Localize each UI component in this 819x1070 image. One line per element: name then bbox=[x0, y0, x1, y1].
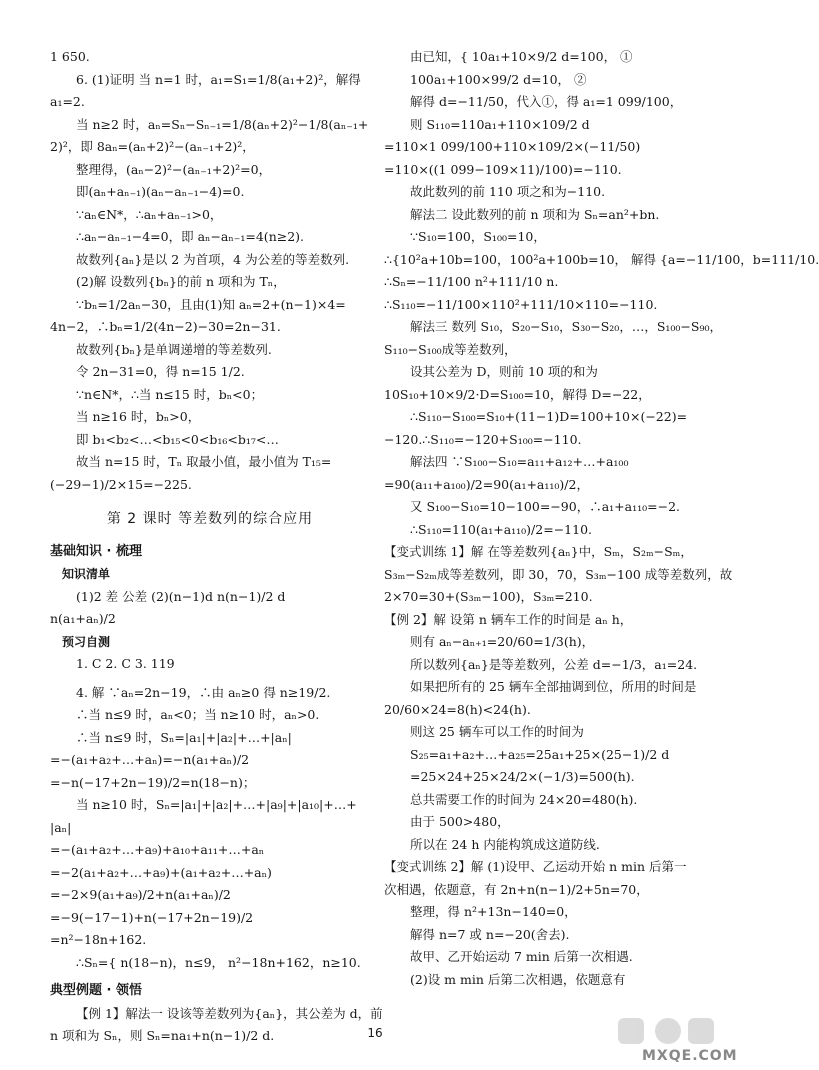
text-line: =−2(a₁+a₂+…+a₉)+(a₁+a₂+…+aₙ) bbox=[50, 864, 272, 880]
basics-heading: 基础知识 · 梳理 bbox=[50, 543, 142, 559]
text-line: 故数列{bₙ}是单调递增的等差数列. bbox=[76, 341, 272, 357]
text-line: 解法四 ∵S₁₀₀−S₁₀=a₁₁+a₁₂+…+a₁₀₀ bbox=[410, 454, 629, 469]
knowledge-label: 知识清单 bbox=[62, 567, 111, 581]
text-line: 总共需要工作的时间为 24×20=480(h). bbox=[410, 791, 638, 807]
text-line: (1)2 差 公差 (2)(n−1)d n(n−1)/2 d bbox=[76, 588, 286, 604]
text-line: =−(a₁+a₂+…+a₉)+a₁₀+a₁₁+…+aₙ bbox=[50, 842, 265, 857]
text-line: (2)设 m min 后第二次相遇，依题意有 bbox=[410, 971, 626, 987]
text-line: ∴aₙ−aₙ₋₁−4=0，即 aₙ−aₙ₋₁=4(n≥2). bbox=[76, 229, 305, 244]
text-line: ∴S₁₁₀=110(a₁+a₁₁₀)/2=−110. bbox=[410, 521, 593, 537]
text-line: 所以数列{aₙ}是等差数列，公差 d=−1/3，a₁=24. bbox=[410, 656, 698, 672]
text-line: 则有 aₙ−aₙ₊₁=20/60=1/3(h)， bbox=[410, 634, 595, 649]
text-line: =90(a₁₁+a₁₀₀)/2=90(a₁+a₁₁₀)/2， bbox=[384, 476, 589, 492]
text-line: 由已知，{ 10a₁+10×9/2 d=100， ① bbox=[410, 49, 633, 64]
page-number: 16 bbox=[367, 1026, 383, 1040]
text-line: 【例 2】解 设第 n 辆车工作的时间是 aₙ h， bbox=[384, 611, 633, 627]
text-line: −120.∴S₁₁₀=−120+S₁₀₀=−110. bbox=[384, 431, 582, 447]
text-line: ∴{10²a+10b=100，100²a+100b=10， 解得 {a=−11/100，b=111/10. bbox=[384, 251, 819, 267]
text-line: S₂₅=a₁+a₂+…+a₂₅=25a₁+25×(25−1)/2 d bbox=[410, 746, 670, 762]
text-line: ∵S₁₀=100，S₁₀₀=10， bbox=[410, 229, 546, 244]
text-line: 100a₁+100×99/2 d=10， ② bbox=[410, 71, 587, 87]
text-line: 又 S₁₀₀−S₁₀=10−100=−90，∴a₁+a₁₁₀=−2. bbox=[410, 499, 680, 514]
text-line: (−29−1)/2×15=−225. bbox=[50, 476, 192, 492]
text-line: 当 n≥2 时，aₙ=Sₙ−Sₙ₋₁=1/8(aₙ+2)²−1/8(aₙ₋₁+ bbox=[76, 116, 369, 132]
text-line: 整理，得 n²+13n−140=0， bbox=[410, 904, 577, 919]
right-column bbox=[384, 46, 819, 991]
text-line: 设其公差为 D，则前 10 项的和为 bbox=[410, 364, 598, 379]
text-line: a₁=2. bbox=[50, 94, 85, 109]
text-line: =n²−18n+162. bbox=[50, 932, 147, 947]
text-line: 10S₁₀+10×9/2·D=S₁₀₀=10，解得 D=−22， bbox=[384, 386, 651, 402]
text-line: 4. 解 ∵aₙ=2n−19，∴由 aₙ≥0 得 n≥19/2. bbox=[76, 684, 331, 700]
text-line: ∴当 n≤9 时，aₙ<0；当 n≥10 时，aₙ>0. bbox=[76, 707, 320, 722]
text-line: S₁₁₀−S₁₀₀成等差数列， bbox=[384, 341, 517, 357]
text-line: 所以在 24 h 内能构筑成这道防线. bbox=[410, 836, 600, 852]
preview-label: 预习自测 bbox=[62, 634, 111, 649]
text-line: 【例 1】解法一 设该等差数列为{aₙ}，其公差为 d，前 bbox=[76, 1005, 383, 1021]
text-line: =−2×9(a₁+a₉)/2+n(a₁+aₙ)/2 bbox=[50, 887, 231, 902]
text-line: n 项和为 Sₙ，则 Sₙ=na₁+n(n−1)/2 d. bbox=[50, 1028, 275, 1043]
text-line: 4n−2，∴bₙ=1/2(4n−2)−30=2n−31. bbox=[50, 319, 281, 334]
text-line: 6. (1)证明 当 n=1 时，a₁=S₁=1/8(a₁+2)²，解得 bbox=[76, 71, 361, 87]
text-line: =110×((1 099−109×11)/100)=−110. bbox=[384, 161, 622, 177]
text-line: 【变式训练 1】解 在等差数列{aₙ}中，Sₘ，S₂ₘ−Sₘ， bbox=[384, 544, 693, 559]
text-line: 1 650. bbox=[50, 49, 90, 64]
text-line: 整理得，(aₙ−2)²−(aₙ₋₁+2)²=0， bbox=[76, 161, 272, 177]
text-line: 解法二 设此数列的前 n 项和为 Sₙ=an²+bn. bbox=[410, 206, 660, 222]
text-line: 则 S₁₁₀=110a₁+110×109/2 d bbox=[410, 116, 590, 132]
watermark-text: MXQE.COM bbox=[642, 1048, 738, 1064]
left-column bbox=[50, 46, 383, 1048]
text-line: ∴Sₙ={ n(18−n)，n≤9， n²−18n+162，n≥10. bbox=[76, 954, 361, 970]
text-line: 当 n≥10 时，Sₙ=|a₁|+|a₂|+…+|a₉|+|a₁₀|+…+ bbox=[76, 797, 357, 812]
text-line: 即 b₁<b₂<…<b₁₅<0<b₁₆<b₁₇<… bbox=[76, 431, 279, 447]
text-line: n(a₁+aₙ)/2 bbox=[50, 611, 116, 626]
text-line: 如果把所有的 25 辆车全部抽调到位，所用的时间是 bbox=[410, 679, 697, 694]
text-line: 令 2n−31=0，得 n=15 1/2. bbox=[76, 364, 245, 379]
text-line: ∵aₙ∈N*，∴aₙ+aₙ₋₁>0， bbox=[76, 206, 223, 222]
text-line: 故当 n=15 时，Tₙ 取最小值，最小值为 T₁₅= bbox=[76, 454, 332, 469]
text-line: 解法三 数列 S₁₀，S₂₀−S₁₀，S₃₀−S₂₀，…，S₁₀₀−S₉₀， bbox=[410, 319, 722, 334]
text-line: 2×70=30+(S₃ₘ−100)，S₃ₘ=210. bbox=[384, 589, 593, 604]
text-line: =110×1 099/100+110×109/2×(−11/50) bbox=[384, 139, 641, 154]
text-line: 次相遇，依题意，有 2n+n(n−1)/2+5n=70， bbox=[384, 881, 649, 897]
text-line: 解得 d=−11/50，代入①，得 a₁=1 099/100， bbox=[410, 94, 683, 109]
text-line: 即(aₙ+aₙ₋₁)(aₙ−aₙ₋₁−4)=0. bbox=[76, 184, 245, 199]
text-line: 故此数列的前 110 项之和为−110. bbox=[410, 184, 606, 199]
text-line: 则这 25 辆车可以工作的时间为 bbox=[410, 724, 584, 739]
text-line: 由于 500>480， bbox=[410, 814, 510, 829]
examples-heading: 典型例题 · 领悟 bbox=[50, 983, 142, 998]
text-line: ∴Sₙ=−11/100 n²+111/10 n. bbox=[384, 274, 559, 289]
text-line: ∴S₁₁₀=−11/100×110²+111/10×110=−110. bbox=[384, 296, 658, 312]
text-line: =25×24+25×24/2×(−1/3)=500(h). bbox=[410, 769, 635, 784]
text-line: 【变式训练 2】解 (1)设甲、乙运动开始 n min 后第一 bbox=[384, 859, 687, 874]
text-line: ∴S₁₁₀−S₁₀₀=S₁₀+(11−1)D=100+10×(−22)= bbox=[410, 409, 688, 424]
text-line: 故甲、乙开始运动 7 min 后第一次相遇. bbox=[410, 949, 633, 964]
text-line: |aₙ| bbox=[50, 819, 72, 835]
section-title: 第 2 课时 等差数列的综合应用 bbox=[106, 511, 314, 527]
preview-answers: 1. C 2. C 3. 119 bbox=[76, 656, 175, 671]
text-line: 2)²，即 8aₙ=(aₙ+2)²−(aₙ₋₁+2)²， bbox=[50, 139, 255, 154]
text-line: 20/60×24=8(h)<24(h). bbox=[384, 701, 531, 717]
text-line: 故数列{aₙ}是以 2 为首项，4 为公差的等差数列. bbox=[76, 251, 350, 267]
text-line: =−(a₁+a₂+…+aₙ)=−n(a₁+aₙ)/2 bbox=[50, 752, 250, 767]
text-line: S₃ₘ−S₂ₘ成等差数列，即 30，70，S₃ₘ−100 成等差数列，故 bbox=[384, 566, 733, 582]
text-line: =−n(−17+2n−19)/2=n(18−n)； bbox=[50, 774, 256, 790]
text-line: 解得 n=7 或 n=−20(舍去). bbox=[410, 926, 570, 942]
text-line: ∵bₙ=1/2aₙ−30，且由(1)知 aₙ=2+(n−1)×4= bbox=[76, 296, 346, 312]
text-line: =−9(−17−1)+n(−17+2n−19)/2 bbox=[50, 909, 254, 925]
text-line: (2)解 设数列{bₙ}的前 n 项和为 Tₙ， bbox=[76, 274, 286, 289]
text-line: 当 n≥16 时，bₙ>0， bbox=[76, 409, 201, 424]
text-line: ∵n∈N*，∴当 n≤15 时，bₙ<0； bbox=[76, 386, 264, 402]
text-line: ∴当 n≤9 时，Sₙ=|a₁|+|a₂|+…+|aₙ| bbox=[76, 729, 292, 745]
